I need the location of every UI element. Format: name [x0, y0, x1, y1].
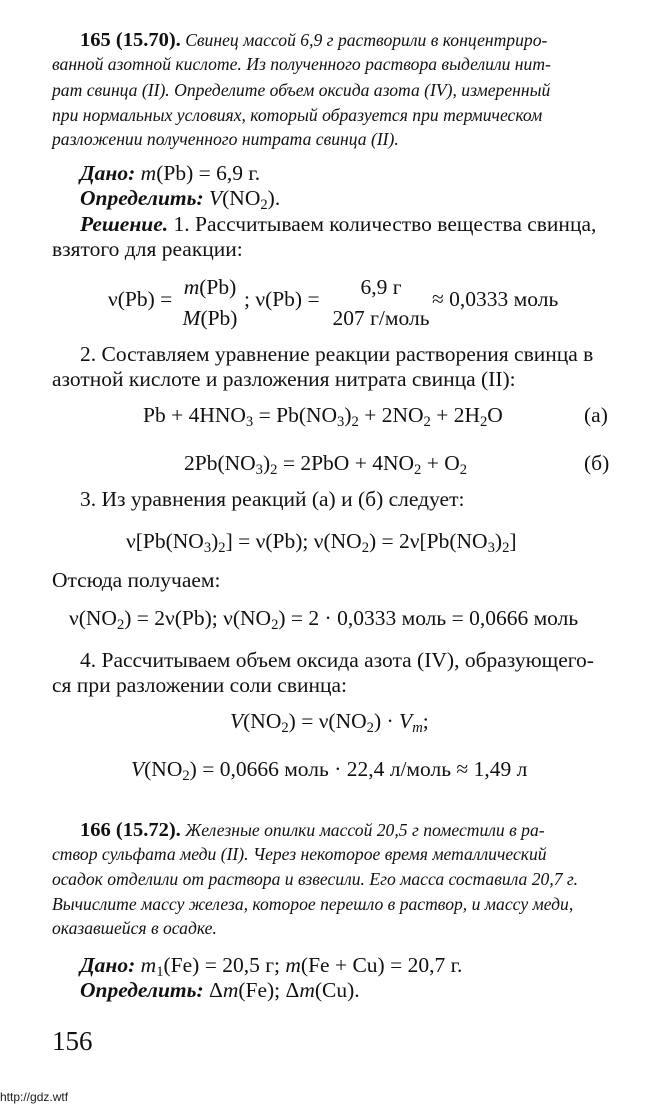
page-number: 156: [52, 1026, 93, 1056]
reaction-b: $2Pb(NO_3)_2 = 2PbO + 4NO_2 + O_2$: [184, 451, 468, 479]
reaction-a-label: (а): [584, 403, 608, 427]
formula-1-fraction-1: [180, 277, 240, 329]
find-label: Определить:: [80, 186, 204, 210]
equation-volume-formula: $V(NO_2) = \nu(NO_2) \cdot V_m$;: [230, 709, 429, 737]
task-166-number: 166 (15.72).: [80, 819, 181, 841]
given-value: m(Pb) = 6,9 г.: [140, 161, 261, 185]
task-165-condition-line-2: ванной азотной кислоте. Из полученного раствора выделили нит-: [52, 54, 551, 74]
task-165-condition-line-3: рат свинца (II). Определите объем оксида азота (IV), измеренный: [52, 80, 551, 100]
task-166-condition-line-3: осадок отделили от раствора и взвесили. Его масса составила 20,7 г.: [52, 869, 578, 889]
task-165-condition-line-4: при нормальных условиях, который образуется при термическом: [52, 105, 543, 125]
equation-step-3: $\nu[Pb(NO_3)_2] = \nu(Pb)$; $\nu(NO_2) = 2\nu[Pb(NO_3)_2]$: [126, 529, 517, 557]
find-value-166: Δm(Fe); Δm(Cu).: [203, 978, 360, 1002]
task-165-condition-line-5: разложении полученного нитрата свинца (II).: [52, 129, 399, 149]
formula-1-lhs: ν(Pb) =: [108, 287, 173, 311]
task-166-given: [80, 953, 463, 981]
task-166-condition-line-1: [80, 820, 545, 841]
solution-label: Решение.: [80, 212, 169, 236]
equation-hence: $\nu(NO_2) = 2\nu(Pb)$; $\nu(NO_2) = 2 \cdot 0,0333$ моль = 0,0666 моль: [69, 606, 579, 634]
solution-step-4: 4. Рассчитываем объем оксида азота (IV), образующего-: [80, 648, 594, 672]
fraction-2-numerator: 6,9 г: [360, 275, 402, 299]
formula-1-separator: ; ν(Pb) =: [244, 287, 320, 311]
given-label-166: Дано:: [80, 953, 136, 977]
fraction-1-numerator: m(Pb): [183, 275, 237, 299]
formula-1-result: ≈ 0,0333 моль: [432, 287, 559, 311]
reaction-a: $Pb + 4HNO_3 = Pb(NO_3)_2 + 2NO_2 + 2H_2O$: [143, 403, 503, 431]
equation-volume-result: $V(NO_2) = 0,0666$ моль · 22,4 л/моль ≈ 1,49 л: [131, 757, 528, 785]
step-1-text: 1. Рассчитываем количество вещества свинца,: [168, 212, 597, 236]
solution-step-2: 2. Составляем уравнение реакции растворения свинца в: [80, 342, 594, 366]
task-166-find: [80, 980, 360, 1002]
task-165-condition-line-1: [80, 30, 547, 51]
task-165-number: 165 (15.70).: [80, 29, 181, 51]
fraction-1-denominator: M(Pb): [182, 305, 238, 330]
reaction-b-label: (б): [584, 451, 610, 475]
solution-step-3: 3. Из уравнения реакций (а) и (б) следует:: [80, 487, 465, 511]
solution-step-1: [80, 214, 596, 236]
find-label-166: Определить:: [80, 978, 204, 1002]
task-165-find: [80, 186, 281, 214]
given-value-166: $m_1(Fe) = 20,5$ г; m(Fe + Cu) = 20,7 г.: [140, 953, 463, 981]
task-166-condition-line-2: створ сульфата меди (II). Через некоторое время металлический: [52, 844, 547, 864]
footer-url[interactable]: http://gdz.wtf: [0, 1090, 69, 1104]
formula-1-fraction-2: [332, 277, 430, 329]
given-label: Дано:: [80, 161, 136, 185]
task-165-condition-text: Свинец массой 6,9 г растворили в концентриро-: [185, 30, 548, 50]
solution-step-2-cont: азотной кислоте и разложения нитрата свинца (II):: [52, 367, 516, 391]
solution-step-1-cont: взятого для реакции:: [52, 237, 243, 261]
task-166-condition-text: Железные опилки массой 20,5 г поместили в ра-: [185, 820, 545, 840]
task-165-given: [80, 163, 260, 185]
hence-text: Отсюда получаем:: [52, 568, 221, 592]
fraction-2-denominator: 207 г/моль: [332, 305, 430, 330]
find-value: $V(NO_2)$.: [209, 186, 281, 214]
solution-step-4-cont: ся при разложении соли свинца:: [52, 673, 348, 697]
task-166-condition-line-5: оказавшейся в осадке.: [52, 918, 217, 938]
task-166-condition-line-4: Вычислите массу железа, которое перешло в раствор, и массу меди,: [52, 894, 574, 914]
